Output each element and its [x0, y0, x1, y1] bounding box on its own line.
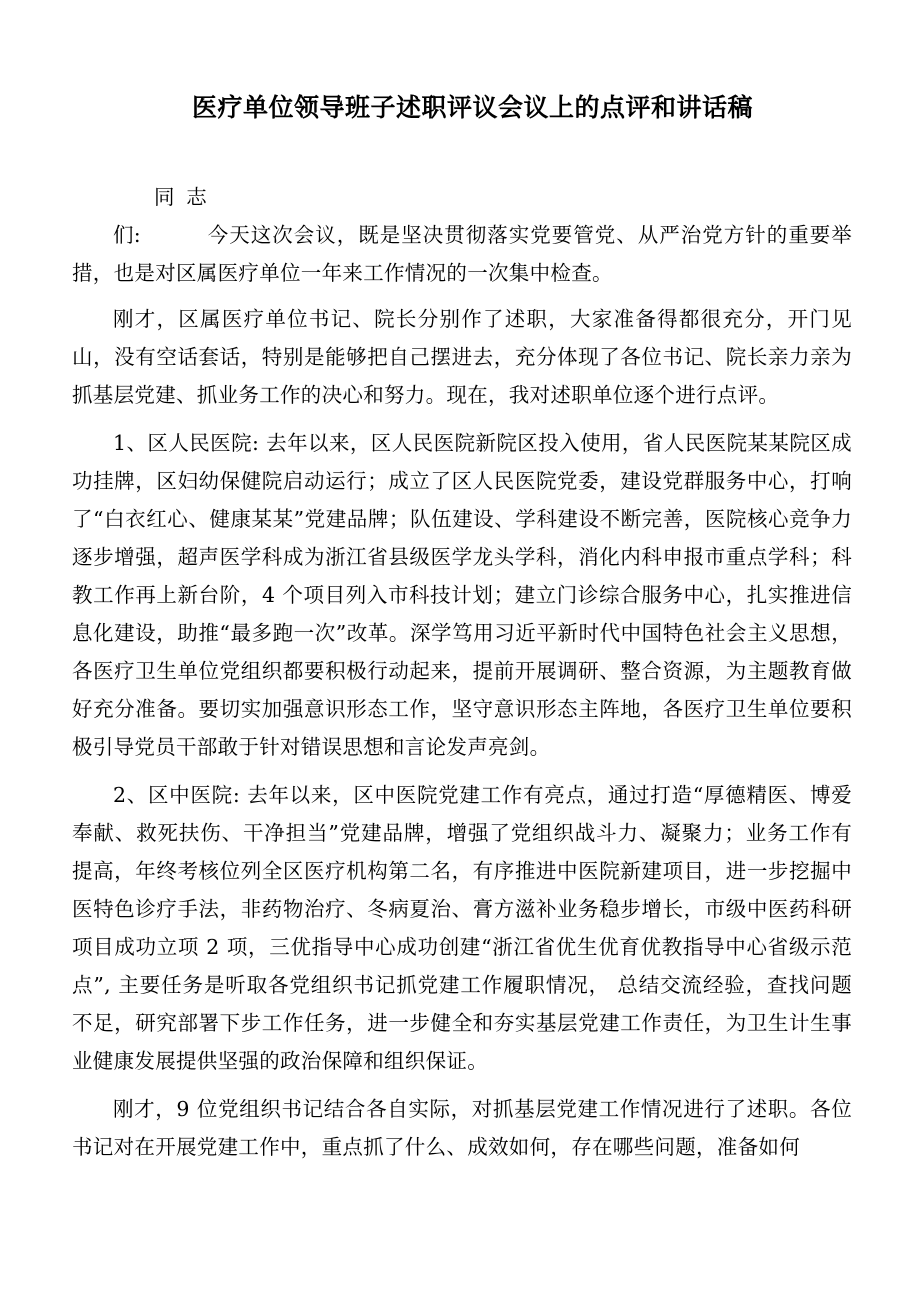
document-body	[72, 178, 852, 1176]
opening-paragraph	[72, 178, 852, 292]
paragraph: 刚才，区属医疗单位书记、院长分别作了述职，大家准备得都很充分，开门见山，没有空话套话，特别是能够把自己摆进去，充分体现了各位书记、院长亲力亲为抓基层党建、抓业务工作的决心和努力。现在，我对述职单位逐个进行点评。	[72, 307, 852, 407]
paragraph: 1、区人民医院: 去年以来，区人民医院新院区投入使用，省人民医院某某院区成功挂牌，区妇幼保健院启动运行；成立了区人民医院党委，建设党群服务中心，打响了“白衣红心、健康某某”党建品牌；队伍建设、学科建设不断完善，医院核心竞争力逐步增强，超声医学科成为浙江省县级医学龙头学科，消化内科申报市重点学科；科教工作再上新台阶，4 个项目列入市科技计划；建立门诊综合服务中心，扎实推进信息化建设，助推“最多跑一次”改革。深学笃用习近平新时代中国特色社会主义思想，各医疗卫生单位党组织都要积极行动起来，提前开展调研、整合资源，为主题教育做好充分准备。要切实加强意识形态工作，坚守意识形态主阵地，各医疗卫生单位要积极引导党员干部敢于针对错误思想和言论发声亮剑。	[72, 431, 852, 759]
paragraph: 2、区中医院: 去年以来，区中医院党建工作有亮点，通过打造“厚德精医、博爱奉献、救死扶伤、干净担当”党建品牌，增强了党组织战斗力、凝聚力；业务工作有提高，年终考核位列全区医疗机构第二名，有序推进中医院新建项目，进一步挖掘中医特色诊疗手法，非药物治疗、冬病夏治、膏方滋补业务稳步增长，市级中医药科研项目成功立项 2 项，三优指导中心成功创建“浙江省优生优育优教指导中心省级示范点”, 主要任务是听取各党组织书记抓党建工作履职情况， 总结交流经验，查找问题不足，研究部署下步工作任务，进一步健全和夯实基层党建工作责任，为卫生计生事业健康发展提供坚强的政治保障和组织保证。	[72, 783, 852, 1073]
salutation: 同志们:	[113, 185, 207, 247]
paragraph-text: 今天这次会议，既是坚决贯彻落实党要管党、从严治党方针的重要举措，也是对区属医疗单位一年来工作情况的一次集中检查。	[72, 223, 852, 285]
paragraph: 刚才，9 位党组织书记结合各自实际，对抓基层党建工作情况进行了述职。各位书记对在开展党建工作中，重点抓了什么、成效如何，存在哪些问题，准备如何	[72, 1097, 852, 1159]
document-title: 医疗单位领导班子述职评议会议上的点评和讲话稿	[191, 93, 753, 122]
